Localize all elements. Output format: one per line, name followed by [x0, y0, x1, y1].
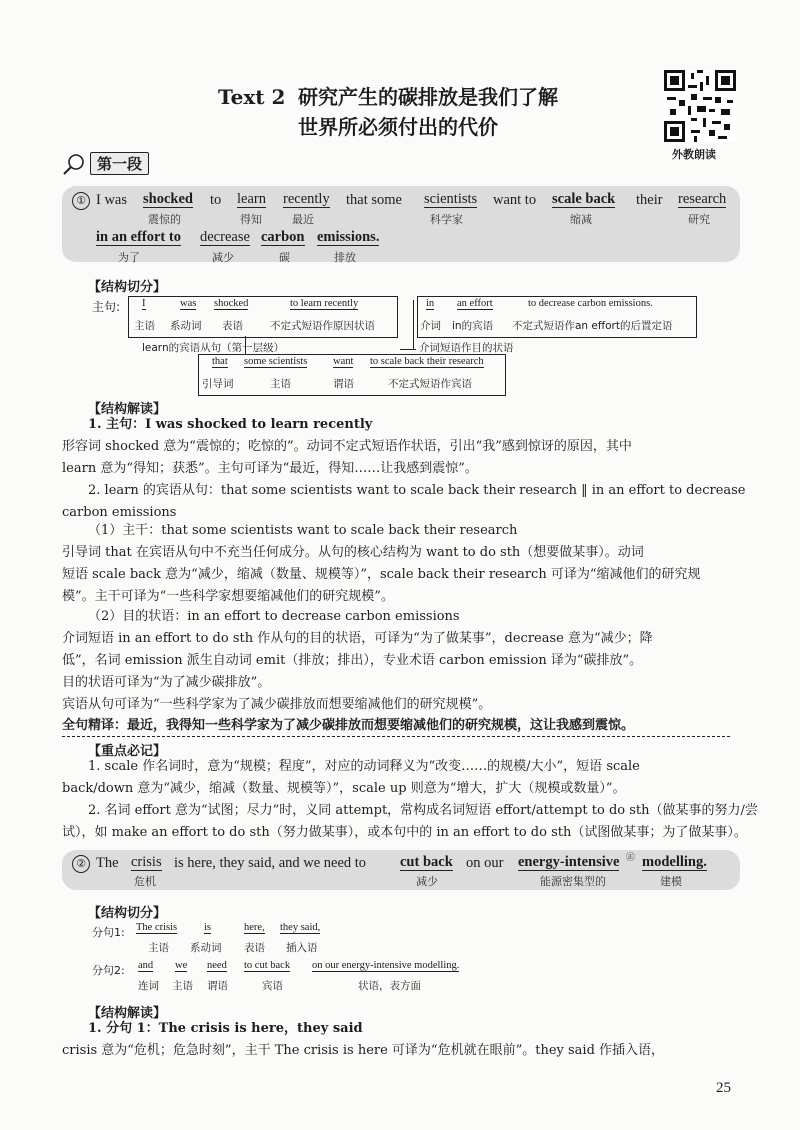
- s1-word: emissions.: [317, 229, 380, 245]
- d2-role: 主语: [148, 942, 169, 954]
- d2-role: 宾语: [262, 980, 283, 992]
- d2-word: we: [175, 960, 188, 971]
- analysis-line: 1. 分句 1：The crisis is here，they said: [88, 1021, 363, 1036]
- s2-word: modelling.: [642, 854, 707, 870]
- object-clause-note: learn的宾语从句（第一层级）: [142, 342, 285, 354]
- d2-word: The crisis: [136, 922, 178, 933]
- d2-role: 状语，表方面: [358, 980, 421, 992]
- d1-word: that: [212, 356, 228, 367]
- d2-word: need: [207, 960, 227, 971]
- d2-role: 连词: [138, 980, 159, 992]
- section-title: 第一段: [90, 152, 149, 175]
- structure-split-label-2: 【结构切分】: [88, 906, 167, 921]
- s2-word: crisis: [131, 854, 162, 870]
- main-clause-label: 主句:: [92, 300, 121, 314]
- sentence-1-number: ①: [72, 192, 90, 210]
- analysis-line: carbon emissions: [62, 505, 177, 520]
- s2-word: energy-intensive: [518, 854, 620, 870]
- structure-analysis-label-2: 【结构解读】: [88, 1006, 167, 1021]
- key-points-label: 【重点必记】: [88, 744, 167, 759]
- qr-caption: 外教朗读: [672, 148, 716, 161]
- s1-word: decrease: [200, 229, 250, 245]
- d1-role: 主语: [270, 378, 291, 390]
- s2-gloss: 减少: [416, 875, 438, 888]
- d1-word: some scientists: [244, 356, 308, 367]
- s1-gloss: 为了: [118, 251, 140, 264]
- d2-role: 主语: [172, 980, 193, 992]
- s1-gloss: 缩减: [570, 213, 592, 226]
- d2-word: here,: [244, 922, 265, 933]
- analysis-line: 形容词 shocked 意为“震惊的；吃惊的”。动词不定式短语作状语，引出“我”感到惊讶的原因，其中: [62, 439, 632, 454]
- analysis-line: crisis 意为“危机；危急时刻”，主干 The crisis is here 可译为“危机就在眼前”。they said 作插入语，: [62, 1043, 665, 1058]
- d2-role: 系动词: [190, 942, 222, 954]
- sentence-2-number: ②: [72, 855, 90, 873]
- section-heading: [62, 152, 149, 175]
- d2-role: 表语: [244, 942, 265, 954]
- d1-word: an effort: [457, 298, 493, 309]
- analysis-line: 模”。主干可译为“一些科学家想要缩减他们的研究规模”。: [62, 589, 394, 604]
- s1-gloss: 排放: [334, 251, 356, 264]
- d1-role: 介词: [420, 320, 441, 332]
- analysis-line: 1. 主句：I was shocked to learn recently: [88, 417, 373, 432]
- s1-gloss: 震惊的: [148, 213, 181, 226]
- d2-role: 谓语: [207, 980, 228, 992]
- d1-role: 系动词: [170, 320, 202, 332]
- s2-word: The: [96, 855, 119, 871]
- s1-word: to: [210, 192, 222, 208]
- structure-split-label: 【结构切分】: [88, 280, 167, 295]
- d1-role: 主语: [134, 320, 155, 332]
- connector: [413, 300, 414, 350]
- page-number: 25: [716, 1080, 731, 1096]
- d1-role: 不定式短语作an effort的后置定语: [512, 320, 673, 332]
- qr-code[interactable]: [664, 70, 736, 142]
- page-title-line2: 世界所必须付出的代价: [298, 115, 498, 139]
- s1-gloss: 最近: [292, 213, 314, 226]
- s1-word: in an effort to: [96, 229, 181, 245]
- d1-word: shocked: [214, 298, 249, 309]
- magnifier-icon: [62, 153, 86, 175]
- analysis-line: （1）主干：that some scientists want to scale back their research: [88, 523, 518, 538]
- d2-word: on our energy-intensive modelling.: [312, 960, 460, 971]
- s1-gloss: 碳: [279, 251, 290, 264]
- analysis-line: （2）目的状语：in an effort to decrease carbon emissions: [88, 609, 460, 624]
- s2-word: on our: [466, 855, 504, 871]
- key-line: 1. scale 作名词时，意为“规模；程度”，对应的动词释义为“改变……的规模/大小”，短语 scale: [88, 759, 640, 774]
- analysis-line: 介词短语 in an effort to do sth 作从句的目的状语，可译为“为了做某事”，decrease 意为“减少；降: [62, 631, 653, 646]
- s1-gloss: 研究: [688, 213, 710, 226]
- key-line: 2. 名词 effort 意为“试图；尽力”时，义同 attempt，常构成名词短语 effort/attempt to do sth（做某事的努力/尝: [88, 803, 758, 818]
- adverbial-note: 介词短语作目的状语: [419, 342, 514, 354]
- d2-word: is: [204, 922, 212, 933]
- full-translation: 全句精译：最近，我得知一些科学家为了减少碳排放而想要缩减他们的研究规模，这让我感到震惊。: [62, 716, 730, 737]
- analysis-line: 2. learn 的宾语从句：that some scientists want to scale back their research ‖ in an effort to decrease: [88, 483, 746, 498]
- s2-gloss: 建模: [660, 875, 682, 888]
- s1-word: recently: [283, 191, 330, 207]
- s1-gloss: 科学家: [430, 213, 463, 226]
- d1-word: want: [333, 356, 354, 367]
- d1-role: 不定式短语作宾语: [388, 378, 472, 390]
- text-label: Text 2: [218, 85, 286, 109]
- s1-word: scientists: [424, 191, 478, 207]
- d2-word: to cut back: [244, 960, 291, 971]
- d1-role: 谓语: [333, 378, 354, 390]
- s2-gloss: 能源密集型的: [540, 875, 606, 888]
- connector: [400, 349, 416, 350]
- key-line: back/down 意为“减少，缩减（数量、规模等）”，scale up 则意为“增大，扩大（规模或数量）”。: [62, 781, 626, 796]
- d1-word: in: [426, 298, 435, 309]
- s1-gloss: 减少: [212, 251, 234, 264]
- d1-word: was: [180, 298, 197, 309]
- s1-word: scale back: [552, 191, 616, 207]
- analysis-line: 低”，名词 emission 派生自动词 emit（排放；排出），专业术语 carbon emission 译为“碳排放”。: [62, 653, 643, 668]
- d1-role: in的宾语: [452, 320, 494, 332]
- s1-word: their: [636, 192, 663, 208]
- s1-word: that some: [346, 192, 402, 208]
- s2-word: is here, they said, and we need to: [174, 855, 367, 871]
- s2-word: cut back: [400, 854, 453, 870]
- clause-2-label: 分句2:: [92, 964, 125, 977]
- clause-1-label: 分句1:: [92, 926, 125, 939]
- s1-gloss: 得知: [240, 213, 262, 226]
- s1-word: I was: [96, 192, 128, 208]
- s1-word: shocked: [143, 191, 193, 207]
- s1-word: want to: [493, 192, 537, 208]
- d1-word: to decrease carbon emissions.: [528, 298, 653, 309]
- d1-role: 不定式短语作原因状语: [270, 320, 375, 332]
- s2-gloss: 危机: [134, 875, 156, 888]
- s1-word: research: [678, 191, 727, 207]
- d2-word: they said,: [280, 922, 321, 933]
- d1-word: to learn recently: [290, 298, 359, 309]
- analysis-line: 宾语从句可译为“一些科学家为了减少碳排放而想要缩减他们的研究规模”。: [62, 697, 492, 712]
- structure-analysis-label: 【结构解读】: [88, 402, 167, 417]
- d1-role: 引导词: [202, 378, 234, 390]
- page-title-line1: 研究产生的碳排放是我们了解: [298, 85, 558, 109]
- d2-word: and: [138, 960, 154, 971]
- analysis-line: 目的状语可译为“为了减少碳排放”。: [62, 675, 271, 690]
- key-line: 试），如 make an effort to do sth（努力做某事），或本句中的 in an effort to do sth（试图做某事；为了做某事）。: [62, 825, 747, 840]
- qr-code-icon: [664, 70, 736, 142]
- d1-word: to scale back their research: [370, 356, 484, 367]
- analysis-line: learn 意为“得知；获悉”。主句可译为“最近，得知……让我感到震惊”。: [62, 461, 478, 476]
- analysis-line: 短语 scale back 意为“减少，缩减（数量、规模等）”，scale back their research 可译为“缩减他们的研究规: [62, 567, 701, 582]
- d2-role: 插入语: [286, 942, 318, 954]
- d1-role: 表语: [222, 320, 243, 332]
- s1-word: carbon: [261, 229, 305, 245]
- s2-superscript: ㊣: [626, 853, 636, 863]
- d1-word: I: [142, 298, 146, 309]
- analysis-line: 引导词 that 在宾语从句中不充当任何成分。从句的核心结构为 want to do sth（想要做某事）。动词: [62, 545, 644, 560]
- s1-word: learn: [237, 191, 266, 207]
